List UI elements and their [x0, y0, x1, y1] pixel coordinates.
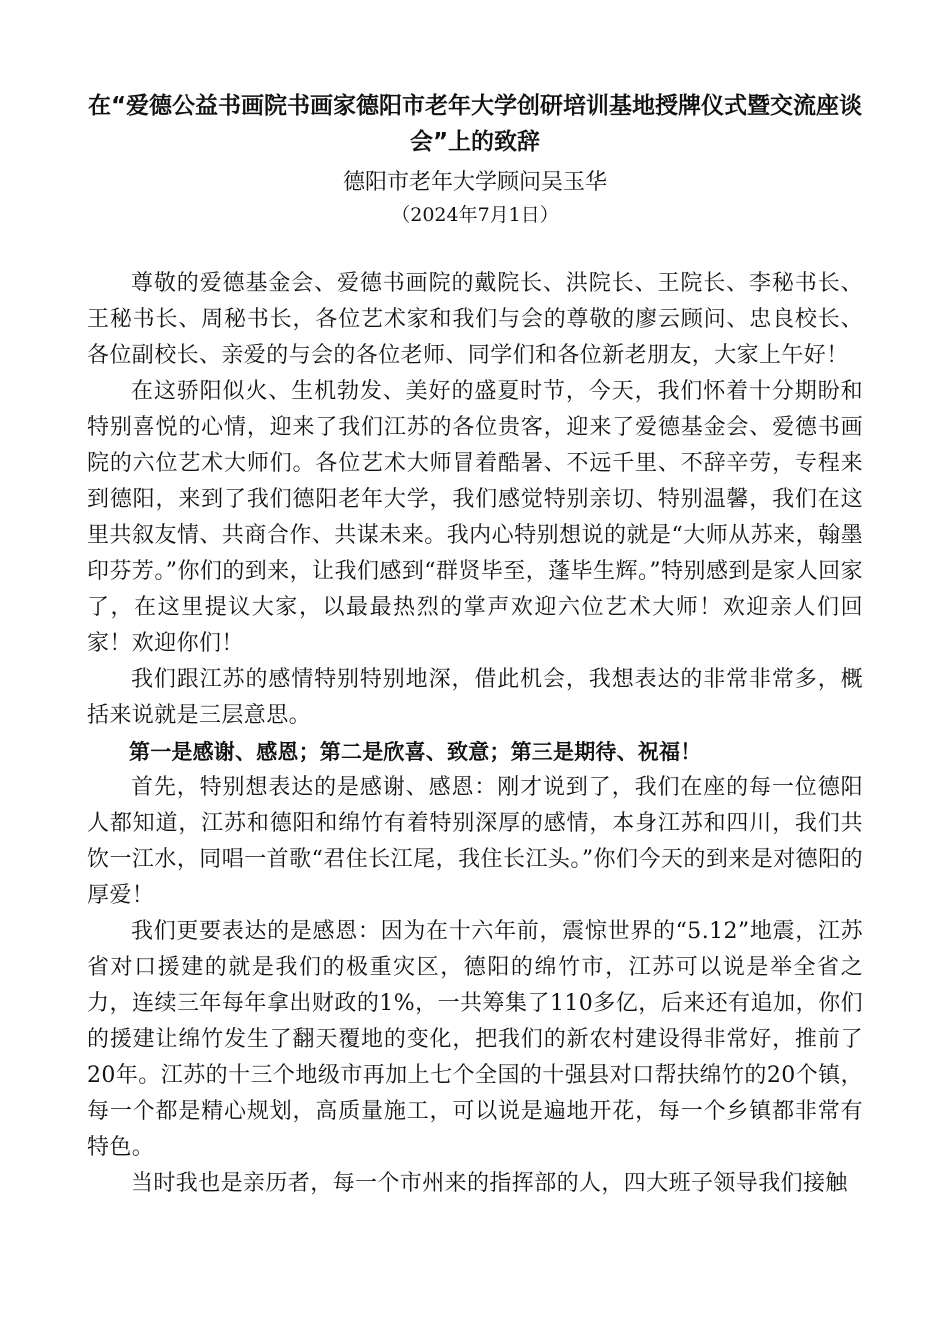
document-title: 在“爱德公益书画院书画家德阳市老年大学创研培训基地授牌仪式暨交流座谈会”上的致辞 [87, 93, 863, 155]
paragraph-greeting: 尊敬的爱德基金会、爱德书画院的戴院长、洪院长、王院长、李秘书长、王秘书长、周秘书长，各位艺术家和我们与会的尊敬的廖云顾问、忠良校长、各位副校长、亲爱的与会的各位老师、同学们和各位新老朋友，大家上午好！ [87, 271, 863, 368]
document-body [87, 266, 863, 1202]
paragraph-three-meanings: 我们跟江苏的感情特别特别地深，借此机会，我想表达的非常非常多，概括来说就是三层意思。 [87, 667, 863, 728]
date-line: （2024年7月1日） [391, 204, 559, 226]
paragraph-welcome: 在这骄阳似火、生机勃发、美好的盛夏时节，今天，我们怀着十分期盼和特别喜悦的心情，迎来了我们江苏的各位贵客，迎来了爱德基金会、爱德书画院的六位艺术大师们。各位艺术大师冒着酷暑、不远千里、不辞辛劳，专程来到德阳，来到了我们德阳老年大学，我们感觉特别亲切、特别温馨，我们在这里共叙友情、共商合作、共谋未来。我内心特别想说的就是“大师从苏来，翰墨印芬芳。”你们的到来，让我们感到“群贤毕至，蓬毕生辉。”特别感到是家人回家了，在这里提议大家，以最最热烈的掌声欢迎六位艺术大师！欢迎亲人们回家！欢迎你们！ [87, 379, 863, 656]
document-page [87, 88, 863, 1202]
paragraph-gratitude: 首先，特别想表达的是感谢、感恩：刚才说到了，我们在座的每一位德阳人都知道，江苏和德阳和绵竹有着特别深厚的感情，本身江苏和四川，我们共饮一江水，同唱一首歌“君住长江尾，我住长江头。”你们今天的到来是对德阳的厚爱！ [87, 775, 863, 908]
paragraph-earthquake-aid: 我们更要表达的是感恩：因为在十六年前，震惊世界的“5.12”地震，江苏省对口援建的就是我们的极重灾区，德阳的绵竹市，江苏可以说是举全省之力，连续三年每年拿出财政的1%，一共筹集了110多亿，后来还有追加，你们的援建让绵竹发生了翻天覆地的变化，把我们的新农村建设得非常好，推前了20年。江苏的十三个地级市再加上七个全国的十强县对口帮扶绵竹的20个镇，每一个都是精心规划，高质量施工，可以说是遍地开花，每一个乡镇都非常有特色。 [87, 919, 863, 1160]
paragraph-witness: 当时我也是亲历者，每一个市州来的指挥部的人，四大班子领导我们接触 [131, 1171, 848, 1196]
paragraph-key-points: 第一是感谢、感恩；第二是欣喜、致意；第三是期待、祝福！ [129, 740, 702, 764]
author-line: 德阳市老年大学顾问吴玉华 [342, 170, 607, 195]
